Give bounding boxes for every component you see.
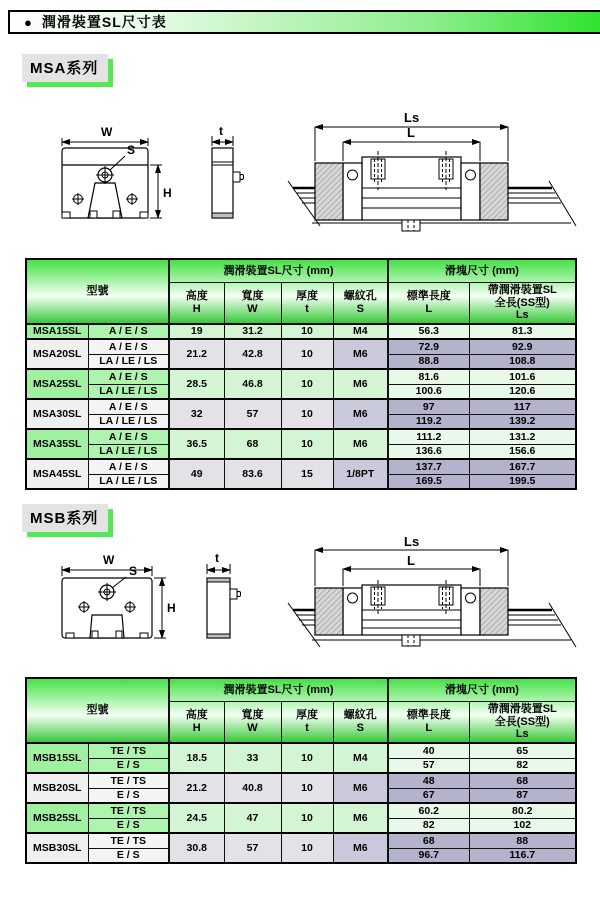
total-length-value: 199.5 bbox=[469, 474, 576, 489]
header-sl-group: 潤滑裝置SL尺寸 (mm) bbox=[169, 259, 388, 283]
width-value: 42.8 bbox=[224, 339, 281, 369]
table-row bbox=[26, 459, 576, 474]
header-w: 寬度 W bbox=[224, 702, 281, 744]
total-length-value: 101.6 bbox=[469, 369, 576, 384]
header-block-group: 滑塊尺寸 (mm) bbox=[388, 259, 576, 283]
total-length-value: 80.2 bbox=[469, 803, 576, 818]
type-cell: TE / TS bbox=[88, 833, 169, 848]
header-s: 螺紋孔 S bbox=[333, 283, 388, 325]
msa-dimension-table bbox=[25, 258, 577, 490]
total-length-value: 68 bbox=[469, 773, 576, 788]
total-length-value: 117 bbox=[469, 399, 576, 414]
thickness-value: 10 bbox=[281, 324, 333, 339]
total-length-value: 82 bbox=[469, 758, 576, 773]
msb-dim-label-w: W bbox=[103, 553, 115, 567]
total-length-value: 87 bbox=[469, 788, 576, 803]
section-label-msa: MSA系列 bbox=[22, 54, 108, 82]
type-cell: TE / TS bbox=[88, 773, 169, 788]
type-cell: E / S bbox=[88, 788, 169, 803]
msb-rail-view bbox=[288, 550, 576, 647]
page-title-bar bbox=[8, 10, 600, 34]
height-value: 21.2 bbox=[169, 339, 224, 369]
header-h: 高度 H bbox=[169, 702, 224, 744]
model-cell: MSB20SL bbox=[26, 773, 88, 803]
thickness-value: 10 bbox=[281, 743, 333, 773]
type-cell: E / S bbox=[88, 818, 169, 833]
standard-length-value: 40 bbox=[388, 743, 469, 758]
model-cell: MSA35SL bbox=[26, 429, 88, 459]
msa-table-header bbox=[26, 259, 576, 324]
height-value: 30.8 bbox=[169, 833, 224, 863]
msb-dim-label-s: S bbox=[129, 564, 138, 578]
header-l: 標準長度 L bbox=[388, 702, 469, 744]
thickness-value: 10 bbox=[281, 803, 333, 833]
bullet-icon: ● bbox=[24, 14, 32, 30]
table-row bbox=[26, 399, 576, 414]
width-value: 31.2 bbox=[224, 324, 281, 339]
model-cell: MSA15SL bbox=[26, 324, 88, 339]
header-sl-group: 潤滑裝置SL尺寸 (mm) bbox=[169, 678, 388, 702]
width-value: 47 bbox=[224, 803, 281, 833]
model-cell: MSB25SL bbox=[26, 803, 88, 833]
msb-front-view bbox=[62, 566, 166, 638]
standard-length-value: 88.8 bbox=[388, 354, 469, 369]
table-row bbox=[26, 773, 576, 788]
type-cell: A / E / S bbox=[88, 459, 169, 474]
thickness-value: 10 bbox=[281, 833, 333, 863]
standard-length-value: 67 bbox=[388, 788, 469, 803]
msb-table-header bbox=[26, 678, 576, 743]
thickness-value: 10 bbox=[281, 339, 333, 369]
header-ls: 帶潤滑裝置SL 全長(SS型) Ls bbox=[469, 702, 576, 744]
header-t: 厚度 t bbox=[281, 283, 333, 325]
type-cell: LA / LE / LS bbox=[88, 384, 169, 399]
height-value: 32 bbox=[169, 399, 224, 429]
type-cell: TE / TS bbox=[88, 803, 169, 818]
table-row bbox=[26, 833, 576, 848]
msa-diagram bbox=[0, 95, 600, 255]
height-value: 49 bbox=[169, 459, 224, 489]
msb-dimension-table bbox=[25, 677, 577, 864]
section-label-msb: MSB系列 bbox=[22, 504, 108, 532]
standard-length-value: 169.5 bbox=[388, 474, 469, 489]
width-value: 33 bbox=[224, 743, 281, 773]
thickness-value: 10 bbox=[281, 399, 333, 429]
total-length-value: 156.6 bbox=[469, 444, 576, 459]
width-value: 46.8 bbox=[224, 369, 281, 399]
height-value: 28.5 bbox=[169, 369, 224, 399]
msa-dim-label-l: L bbox=[407, 125, 415, 140]
height-value: 21.2 bbox=[169, 773, 224, 803]
type-cell: E / S bbox=[88, 758, 169, 773]
total-length-value: 131.2 bbox=[469, 429, 576, 444]
height-value: 36.5 bbox=[169, 429, 224, 459]
msb-dim-label-h: H bbox=[167, 601, 176, 615]
type-cell: LA / LE / LS bbox=[88, 474, 169, 489]
table-row bbox=[26, 339, 576, 354]
total-length-value: 116.7 bbox=[469, 848, 576, 863]
total-length-value: 65 bbox=[469, 743, 576, 758]
thread-hole-value: M6 bbox=[333, 833, 388, 863]
msb-dim-label-l: L bbox=[407, 553, 415, 568]
table-row bbox=[26, 324, 576, 339]
thread-hole-value: M6 bbox=[333, 429, 388, 459]
msa-rail-view bbox=[288, 127, 576, 231]
thickness-value: 10 bbox=[281, 429, 333, 459]
model-cell: MSB30SL bbox=[26, 833, 88, 863]
type-cell: A / E / S bbox=[88, 399, 169, 414]
total-length-value: 92.9 bbox=[469, 339, 576, 354]
standard-length-value: 96.7 bbox=[388, 848, 469, 863]
thread-hole-value: M4 bbox=[333, 743, 388, 773]
type-cell: E / S bbox=[88, 848, 169, 863]
total-length-value: 81.3 bbox=[469, 324, 576, 339]
total-length-value: 167.7 bbox=[469, 459, 576, 474]
standard-length-value: 56.3 bbox=[388, 324, 469, 339]
standard-length-value: 57 bbox=[388, 758, 469, 773]
standard-length-value: 97 bbox=[388, 399, 469, 414]
thickness-value: 10 bbox=[281, 773, 333, 803]
standard-length-value: 82 bbox=[388, 818, 469, 833]
width-value: 57 bbox=[224, 833, 281, 863]
standard-length-value: 111.2 bbox=[388, 429, 469, 444]
standard-length-value: 137.7 bbox=[388, 459, 469, 474]
msb-table-body bbox=[26, 743, 576, 863]
total-length-value: 120.6 bbox=[469, 384, 576, 399]
type-cell: LA / LE / LS bbox=[88, 354, 169, 369]
model-cell: MSA45SL bbox=[26, 459, 88, 489]
standard-length-value: 60.2 bbox=[388, 803, 469, 818]
standard-length-value: 136.6 bbox=[388, 444, 469, 459]
thread-hole-value: M6 bbox=[333, 399, 388, 429]
standard-length-value: 81.6 bbox=[388, 369, 469, 384]
msb-diagram bbox=[0, 535, 600, 675]
thread-hole-value: M6 bbox=[333, 339, 388, 369]
header-w: 寬度 W bbox=[224, 283, 281, 325]
thread-hole-value: M6 bbox=[333, 803, 388, 833]
type-cell: TE / TS bbox=[88, 743, 169, 758]
total-length-value: 108.8 bbox=[469, 354, 576, 369]
model-cell: MSA30SL bbox=[26, 399, 88, 429]
standard-length-value: 48 bbox=[388, 773, 469, 788]
standard-length-value: 100.6 bbox=[388, 384, 469, 399]
type-cell: A / E / S bbox=[88, 339, 169, 354]
thread-hole-value: 1/8PT bbox=[333, 459, 388, 489]
model-cell: MSA25SL bbox=[26, 369, 88, 399]
standard-length-value: 68 bbox=[388, 833, 469, 848]
msa-dim-label-t: t bbox=[219, 124, 223, 138]
type-cell: LA / LE / LS bbox=[88, 444, 169, 459]
header-t: 厚度 t bbox=[281, 702, 333, 744]
width-value: 68 bbox=[224, 429, 281, 459]
table-row bbox=[26, 743, 576, 758]
model-cell: MSA20SL bbox=[26, 339, 88, 369]
msa-dim-label-s: S bbox=[127, 143, 136, 157]
header-ls: 帶潤滑裝置SL 全長(SS型) Ls bbox=[469, 283, 576, 325]
width-value: 40.8 bbox=[224, 773, 281, 803]
width-value: 83.6 bbox=[224, 459, 281, 489]
height-value: 19 bbox=[169, 324, 224, 339]
msb-dim-label-t: t bbox=[215, 551, 219, 565]
msa-dim-label-ls: Ls bbox=[404, 110, 420, 125]
msb-dim-label-ls: Ls bbox=[404, 535, 420, 549]
msa-table-body bbox=[26, 324, 576, 489]
thread-hole-value: M6 bbox=[333, 369, 388, 399]
height-value: 18.5 bbox=[169, 743, 224, 773]
table-row bbox=[26, 429, 576, 444]
header-h: 高度 H bbox=[169, 283, 224, 325]
page-title: 潤滑裝置SL尺寸表 bbox=[41, 14, 167, 30]
thickness-value: 10 bbox=[281, 369, 333, 399]
msa-dim-label-w: W bbox=[101, 125, 113, 139]
msa-side-view bbox=[212, 136, 244, 218]
thread-hole-value: M4 bbox=[333, 324, 388, 339]
total-length-value: 102 bbox=[469, 818, 576, 833]
header-s: 螺紋孔 S bbox=[333, 702, 388, 744]
type-cell: A / E / S bbox=[88, 429, 169, 444]
header-model: 型號 bbox=[26, 259, 169, 324]
thickness-value: 15 bbox=[281, 459, 333, 489]
header-block-group: 滑塊尺寸 (mm) bbox=[388, 678, 576, 702]
table-row bbox=[26, 369, 576, 384]
width-value: 57 bbox=[224, 399, 281, 429]
msa-dim-label-h: H bbox=[163, 186, 172, 200]
total-length-value: 88 bbox=[469, 833, 576, 848]
type-cell: A / E / S bbox=[88, 369, 169, 384]
type-cell: A / E / S bbox=[88, 324, 169, 339]
model-cell: MSB15SL bbox=[26, 743, 88, 773]
msa-front-view bbox=[62, 138, 162, 218]
header-model: 型號 bbox=[26, 678, 169, 743]
standard-length-value: 72.9 bbox=[388, 339, 469, 354]
height-value: 24.5 bbox=[169, 803, 224, 833]
header-l: 標準長度 L bbox=[388, 283, 469, 325]
msb-side-view bbox=[207, 564, 241, 638]
table-row bbox=[26, 803, 576, 818]
total-length-value: 139.2 bbox=[469, 414, 576, 429]
type-cell: LA / LE / LS bbox=[88, 414, 169, 429]
standard-length-value: 119.2 bbox=[388, 414, 469, 429]
thread-hole-value: M6 bbox=[333, 773, 388, 803]
